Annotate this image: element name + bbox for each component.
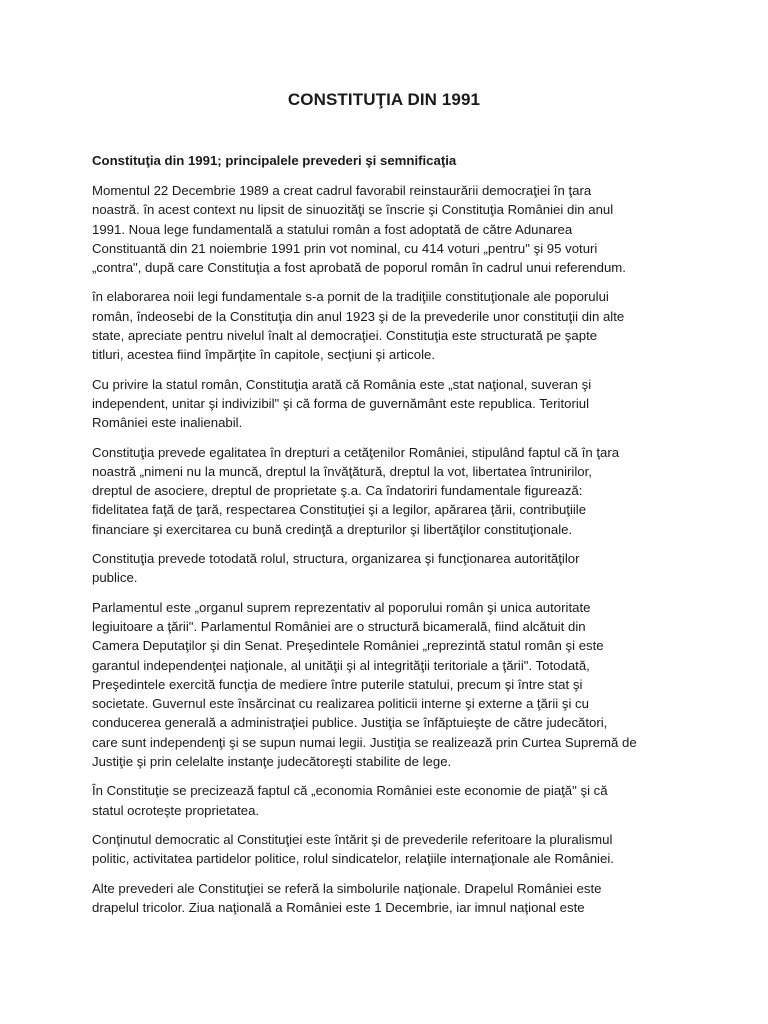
paragraph-3: Cu privire la statul român, Constituţia arată că România este „stat naţional, suveran şi independent, unitar şi indivizibil" şi că forma de guvernământ este republica. Teritoriul României este inalienabil.: [92, 376, 592, 431]
paragraph-8: Conţinutul democratic al Constituţiei este întărit şi de prevederile referitoare la pluralismul politic, activitatea partidelor politice, rolul sindicatelor, relaţiile internaţionale ale României.: [92, 831, 614, 867]
section-subtitle: Constituţia din 1991; principalele prevederi şi semnificaţia: [92, 153, 457, 168]
document-body: [92, 151, 692, 927]
paragraph-1: Momentul 22 Decembrie 1989 a creat cadrul favorabil reinstaurării democraţiei în ţara noastră. în acest context nu lipsit de sinuozităţi se înscrie şi Constituţia României din anul 1991. Noua lege fundamentală a statului român a fost adoptată de către Adunarea Constituantă din 21 noiembrie 1991 prin vot nominal, cu 414 voturi „pentru" şi 95 voturi „contra", după care Constituţia a fost aprobată de poporul român în cadrul unui referendum.: [92, 183, 626, 276]
paragraph-6: Parlamentul este „organul suprem reprezentativ al poporului român şi unica autoritate legiuitoare a ţării". Parlamentul României are o structură bicamerală, fiind alcătuit din Camera Deputaţilor şi din Senat. Preşedintele României „reprezintă statul român şi este garantul independenţei naţionale, al unităţii şi al integrităţii teritoriale a ţării". Totodată, Preşedintele exercită funcţia de mediere între puterile statului, precum şi între stat şi societate. Guvernul este însărcinat cu realizarea politicii interne şi externe a ţării şi cu conducerea generală a administraţiei publice. Justiţia se înfăptuieşte de către judecători, care sunt independenţi şi se supun numai legii. Justiţia se realizează prin Curtea Supremă de Justiţie şi prin celelalte instanţe judecătoreşti stabilite de lege.: [92, 599, 637, 770]
document-title: CONSTITUŢIA DIN 1991: [287, 90, 481, 109]
paragraph-4: Constituţia prevede egalitatea în drepturi a cetăţenilor României, stipulând faptul că în ţara noastră „nimeni nu la muncă, dreptul la învăţătură, dreptul la vot, libertatea întrunirilor, dreptul de asociere, dreptul de proprietate ş.a. Ca îndatoriri fundamentale figurează: fidelitatea faţă de ţară, respectarea Constituţiei şi a legilor, apărarea ţării, contribuţiile financiare şi exercitarea cu bună credinţă a drepturilor şi libertăţilor constituţionale.: [92, 444, 620, 537]
paragraph-9: Alte prevederi ale Constituţiei se referă la simbolurile naţionale. Drapelul României este drapelul tricolor. Ziua naţională a României este 1 Decembrie, iar imnul naţional este: [92, 880, 602, 915]
paragraph-7: În Constituţie se precizează faptul că „economia României este economie de piaţă" şi că statul ocroteşte proprietatea.: [92, 783, 608, 818]
paragraph-2: în elaborarea noii legi fundamentale s-a pornit de la tradiţiile constituţionale ale poporului român, îndeosebi de la Constituţia din anul 1923 şi de la prevederile unor constituţii din alte state, apreciate pentru nivelul înalt al democraţiei. Constituţia este structurată pe şapte titluri, acestea fiind împărţite în capitole, secţiuni şi articole.: [92, 289, 625, 363]
paragraph-5: Constituţia prevede totodată rolul, structura, organizarea şi funcţionarea autorităţilor publice.: [92, 551, 580, 586]
